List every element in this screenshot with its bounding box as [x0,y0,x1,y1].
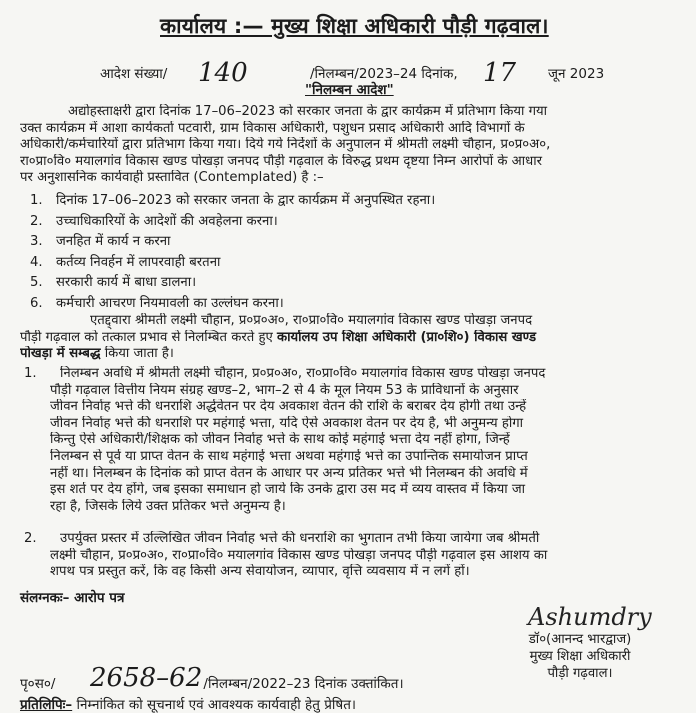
office-title: कार्यालय :— मुख्य शिक्षा अधिकारी पौड़ी गढ़वाल। [160,14,549,38]
section-2-number: 2. [24,531,37,546]
intro-paragraph [20,104,680,187]
list-item: 6. कर्मचारी आचरण नियमावली का उल्लंघन करना। [30,295,284,311]
section-1-line: इस शर्त पर देय होंगे, जब इसका समाधान हो जाये कि उनके द्वारा उस मद में व्यय वास्तव में किया जा [50,482,526,498]
section-1-paragraph [50,366,680,515]
list-item: 1. दिनांक 17–06–2023 को सरकार जनता के द्वार कार्यक्रम में अनुपस्थित रहना। [30,193,436,208]
section-1-number: 1. [24,366,37,381]
reference-number-handwritten: 2658–62 [90,663,203,693]
section-1-line: नहीं था। निलम्बन के दिनांक को प्राप्त वेतन के आधार पर अन्य प्रतिकर भत्ते भी निलम्बन की अवधि में [50,465,528,481]
order-reference: /निलम्बन/2023–24 दिनांक, [310,66,458,82]
reference-line: पृ०स०/ /निलम्बन/2022–23 दिनांक उक्तांकित। [20,676,404,692]
section-2-line: शपथ पत्र प्रस्तुत करें, कि वह किसी अन्य सेवायोजन, व्यापार, वृत्ति व्यवसाय में न लगें हों। [50,564,470,580]
section-1-line: निलम्बन से पूर्व या प्राप्त वेतन के साथ महंगाई भत्ता अथवा महंगाई भत्ते का उपान्तिक समायोजन प्राप्त [50,448,528,464]
list-item: 5. सरकारी कार्य में बाधा डालना। [30,275,197,290]
suspension-line: एतद्द्वारा श्रीमती लक्ष्मी चौहान, प्र०प्र०अ०, रा०प्रा०वि० मयालगांव विकास खण्ड पोखड़ा जनपद [90,313,533,328]
intro-line: उक्त कार्यक्रम में आशा कार्यकर्ता पटवारी, ग्राम विकास अधिकारी, पशुधन प्रसाद अधिकारी आदि विभागों के [20,120,525,136]
intro-line: अद्योहस्ताक्षरी द्वारा दिनांक 17–06–2023 को सरकार जनता के द्वार कार्यक्रम में प्रतिभाग किया गया [68,104,548,119]
section-1-line: निलम्बन अवधि में श्रीमती लक्ष्मी चौहान, प्र०प्र०अ०, रा०प्रा०वि० मयालगांव विकास खण्ड पोखड़ा जनपद [60,366,546,381]
order-day-handwritten: 17 [483,58,517,88]
section-1-line: जीवन निर्वाह भत्ते की धनराशि अर्द्धवेतन पर देय अवकाश वेतन की राशि के बराबर देय होगी तथा उन्हें [50,399,527,415]
order-month-year: जून 2023 [548,66,605,82]
order-subject: "निलम्बन आदेश" [305,82,394,98]
signatory-designation: मुख्य शिक्षा अधिकारी [529,649,631,664]
charges-list [30,190,435,313]
suspension-paragraph [20,313,680,363]
section-1-line: किन्तु ऐसे अधिकारी/शिक्षक को जीवन निर्वाह भत्ते के साथ कोई महंगाई भत्ता देय नहीं होगा, जिन्हें [50,432,510,448]
section-1-line: जीवन निर्वाह भत्ते की धनराशि पर महंगाई भत्ता, यदि ऐसे अवकाश वेतन पर देय है, भी अनुमन्य होगा [50,415,524,431]
suspension-line: पौड़ी गढ़वाल को तत्काल प्रभाव से निलम्बित करते हुए कार्यालय उप शिक्षा अधिकारी (प्रा०शि०) विकास खण्ड [20,329,537,345]
intro-line: रा०प्रा०वि० मयालगांव विकास खण्ड पोखड़ा जनपद पौड़ी गढ़वाल के विरुद्ध प्रथम दृष्टया निम्न आरोपों के आधार [20,153,543,169]
order-number-label: आदेश संख्या/ [100,66,168,82]
enclosure-note: संलग्नकः– आरोप पत्र [20,590,125,606]
list-item: 3. जनहित में कार्य न करना [30,234,171,249]
order-number-handwritten: 140 [198,58,248,88]
section-1-line: रहा है, जिसके लिये उक्त प्रतिकर भत्ते अनुमन्य है। [50,498,286,514]
intro-line: अधिकारी/कर्मचारियों द्वारा प्रतिभाग किया गया। दिये गये निर्देशों के अनुपालन में श्रीमती लक्ष्मी चौहान, प्र०प्र०अ०, [20,137,551,153]
intro-line: पर अनुशासनिक कार्यवाही प्रस्तावित (Contemplated) है :– [20,170,324,186]
section-2-paragraph [50,531,680,581]
list-item: 2. उच्चाधिकारियों के आदेशों की अवहेलना करना। [30,213,278,229]
signatory-place: पौड़ी गढ़वाल। [547,666,613,681]
suspension-line: पोखड़ा में सम्बद्ध किया जाता है। [20,346,174,362]
section-2-line: उपर्युक्त प्रस्तर में उल्लिखित जीवन निर्वाह भत्ते की धनराशि का भुगतान तभी किया जायेगा जब श्रीमती [60,531,540,546]
list-item: 4. कर्तव्य निवर्हन में लापरवाही बरतना [30,254,221,270]
signatory-name: डॉ०(आनन्द भारद्वाज) [528,632,632,647]
section-1-line: पौड़ी गढ़वाल वित्तीय नियम संग्रह खण्ड–2, भाग–2 से 4 के मूल नियम 53 के प्राविधानों के अनुसार [50,382,519,398]
signature-scribble: Ashumdry [528,603,652,631]
section-2-line: लक्ष्मी चौहान, प्र०प्र०अ०, रा०प्रा०वि० मयालगांव विकास खण्ड पोखड़ा जनपद पौड़ी गढ़वाल इस आशय का [50,547,548,563]
copy-to-line: प्रतिलिपिः– निम्नांकित को सूचनार्थ एवं आवश्यक कार्यवाही हेतु प्रेषित। [20,697,357,713]
signature-block [500,631,660,682]
